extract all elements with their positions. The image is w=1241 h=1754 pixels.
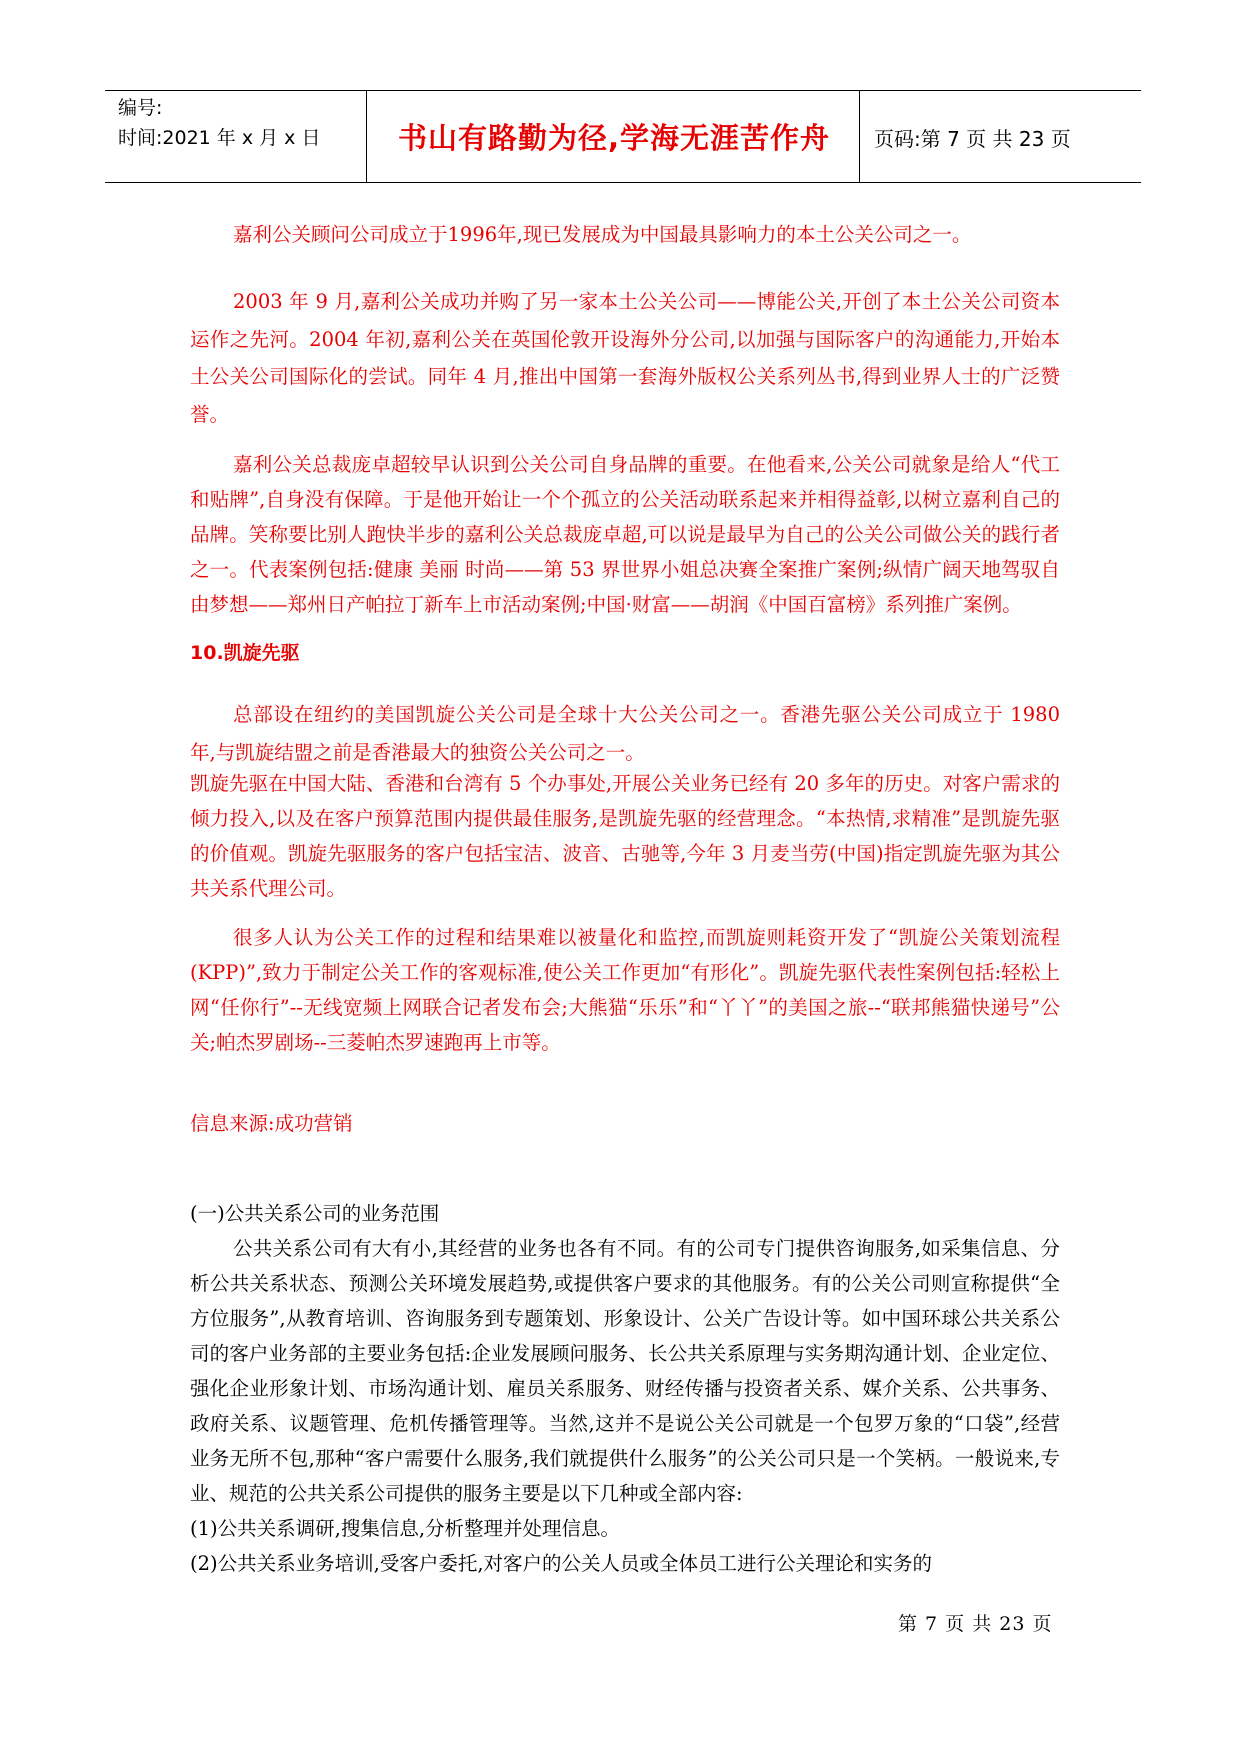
footer-page-number: 第 7 页 共 23 页 bbox=[898, 1613, 1053, 1635]
paragraph-acquisition: 2003 年 9 月,嘉利公关成功并购了另一家本土公关公司——博能公关,开创了本土公关公司资本运作之先河。2004 年初,嘉利公关在英国伦敦开设海外分公司,以加强与国际客户的沟通能力,开始本土公关公司国际化的尝试。同年 4 月,推出中国第一套海外版权公关系列丛书,得到业界人士的广泛赞誉。 bbox=[190, 290, 1060, 426]
paragraph-ketchum-offices: 凯旋先驱在中国大陆、香港和台湾有 5 个办事处,开展公关业务已经有 20 多年的历史。对客户需求的倾力投入,以及在客户预算范围内提供最佳服务,是凯旋先驱的经营理念。“本热情,求精准”是凯旋先驱的价值观。凯旋先驱服务的客户包括宝洁、波音、古驰等,今年 3 月麦当劳(中国)指定凯旋先驱为其公共关系代理公司。 bbox=[190, 772, 1060, 900]
header-left-cell bbox=[118, 93, 320, 153]
paragraph-business-scope: 公共关系公司有大有小,其经营的业务也各有不同。有的公司专门提供咨询服务,如采集信息、分析公共关系状态、预测公关环境发展趋势,或提供客户要求的其他服务。有的公关公司则宣称提供“全方位服务”,从教育培训、咨询服务到专题策划、形象设计、公关广告设计等。如中国环球公共关系公司的客户业务部的主要业务包括:企业发展顾问服务、长公共关系原理与实务期沟通计划、企业定位、强化企业形象计划、市场沟通计划、雇员关系服务、财经传播与投资者关系、媒介关系、公共事务、政府关系、议题管理、危机传播管理等。当然,这并不是说公关公司就是一个包罗万象的“口袋”,经营业务无所不包,那种“客户需要什么服务,我们就提供什么服务”的公关公司只是一个笑柄。一般说来,专业、规范的公共关系公司提供的服务主要是以下几种或全部内容: bbox=[190, 1237, 1060, 1505]
header-bottom-rule bbox=[105, 182, 1141, 183]
section-title-business-scope: (一)公共关系公司的业务范围 bbox=[190, 1202, 440, 1225]
paragraph-company-founding: 嘉利公关顾问公司成立于1996年,现已发展成为中国最具影响力的本土公关公司之一。 bbox=[233, 223, 972, 246]
header-motto: 书山有路勤为径,学海无涯苦作舟 bbox=[397, 121, 831, 155]
paragraph-ketchum-intro: 总部设在纽约的美国凯旋公关公司是全球十大公关公司之一。香港先驱公关公司成立于 1980 年,与凯旋结盟之前是香港最大的独资公关公司之一。 bbox=[190, 703, 1060, 764]
document-time-label: 时间:2021 年 x 月 x 日 bbox=[118, 127, 321, 149]
list-item-research: (1)公共关系调研,搜集信息,分析整理并处理信息。 bbox=[190, 1517, 621, 1540]
document-number-label: 编号: bbox=[118, 97, 163, 119]
paragraph-kpp-process: 很多人认为公关工作的过程和结果难以被量化和监控,而凯旋则耗资开发了“凯旋公关策划流程(KPP)”,致力于制定公关工作的客观标准,使公关工作更加“有形化”。凯旋先驱代表性案例包括:轻松上网“任你行”--无线宽频上网联合记者发布会;大熊猫“乐乐”和“丫丫”的美国之旅--“联邦熊猫快递号”公关;帕杰罗剧场--三菱帕杰罗速跑再上市等。 bbox=[190, 926, 1060, 1054]
header-page-number: 页码:第 7 页 共 23 页 bbox=[874, 127, 1071, 151]
section-heading-ketchum: 10.凯旋先驱 bbox=[190, 642, 300, 664]
header-divider-left bbox=[366, 90, 367, 183]
source-note: 信息来源:成功营销 bbox=[190, 1112, 353, 1135]
paragraph-brand-building: 嘉利公关总裁庞卓超较早认识到公关公司自身品牌的重要。在他看来,公关公司就象是给人“代工和贴牌”,自身没有保障。于是他开始让一个个孤立的公关活动联系起来并相得益彰,以树立嘉利自己的品牌。笑称要比别人跑快半步的嘉利公关总裁庞卓超,可以说是最早为自己的公关公司做公关的践行者之一。代表案例包括:健康 美丽 时尚——第 53 界世界小姐总决赛全案推广案例;纵情广阔天地驾驭自由梦想——郑州日产帕拉丁新车上市活动案例;中国·财富——胡润《中国百富榜》系列推广案例。 bbox=[190, 453, 1060, 616]
header-top-rule bbox=[105, 90, 1141, 91]
list-item-training: (2)公共关系业务培训,受客户委托,对客户的公关人员或全体员工进行公关理论和实务的 bbox=[190, 1552, 933, 1575]
